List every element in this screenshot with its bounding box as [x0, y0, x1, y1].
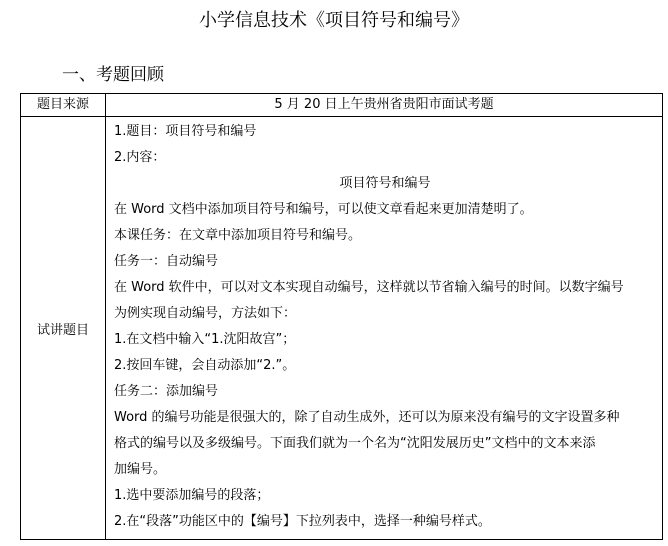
content-line: 2.内容：: [114, 150, 166, 165]
content-line: 为例实现自动编号，方法如下：: [114, 306, 297, 321]
content-line: 1.在文档中输入“1.沈阳故宫”；: [114, 332, 296, 347]
document-title: 小学信息技术《项目符号和编号》: [199, 10, 469, 31]
section-heading: 一、考题回顾: [62, 65, 164, 85]
content-line: 任务二：添加编号: [114, 384, 219, 399]
header-source-label: 题目来源: [21, 94, 106, 117]
content-line: 任务一：自动编号: [114, 254, 219, 269]
content-line: 格式的编号以及多级编号。下面我们就为一个名为“沈阳发展历史”文档中的文本来添: [114, 436, 596, 451]
content-line: 本课任务：在文章中添加项目符号和编号。: [114, 228, 362, 243]
content-line: 在 Word 文档中添加项目符号和编号，可以使文章看起来更加清楚明了。: [114, 202, 533, 217]
content-line: 加编号。: [114, 462, 167, 477]
exam-table: [20, 93, 663, 540]
content-line: 1.题目：项目符号和编号: [114, 124, 257, 139]
table-row: [21, 117, 663, 540]
row-content: [106, 117, 663, 540]
row-label: 试讲题目: [21, 117, 106, 540]
content-line: Word 的编号功能是很强大的，除了自动生成外，还可以为原来没有编号的文字设置多种: [114, 410, 620, 425]
content-subtitle: 项目符号和编号: [339, 176, 431, 191]
content-line: 1.选中要添加编号的段落；: [114, 488, 270, 503]
content-line: 在 Word 软件中，可以对文本实现自动编号，这样就以节省输入编号的时间。以数字编号: [114, 280, 624, 295]
content-line: 2.在“段落”功能区中的【编号】下拉列表中，选择一种编号样式。: [114, 514, 491, 529]
content-line: 2.按回车键，会自动添加“2.”。: [114, 358, 296, 373]
table-header-row: [21, 94, 663, 117]
header-source-value: 5 月 20 日上午贵州省贵阳市面试考题: [106, 94, 663, 117]
